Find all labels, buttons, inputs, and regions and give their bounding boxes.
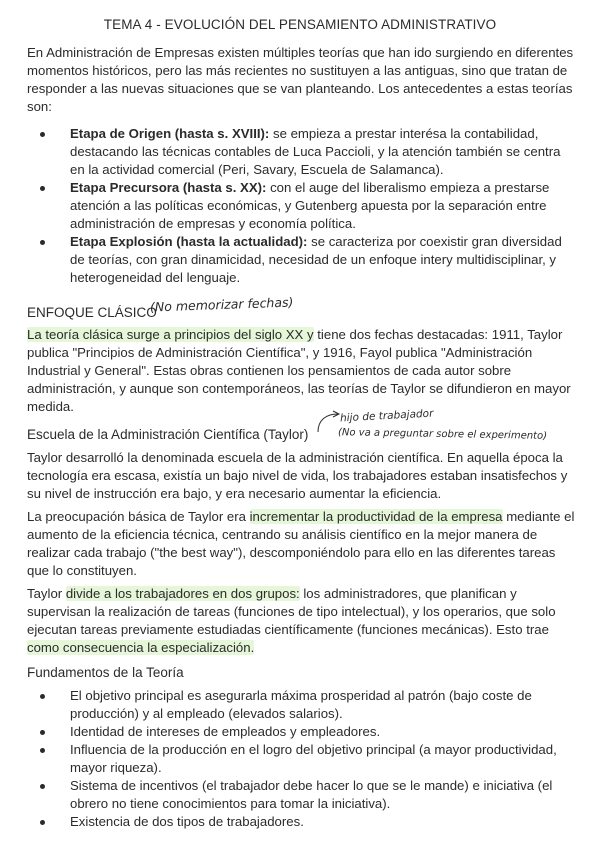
taylor-paragraph-1: Taylor desarrolló la denominada escuela de la administración científica. En aquella época la tecnología era escasa, existía un bajo nivel de vida, los trabajadores estaban insatisfechos y su nivel de instrucción era bajo, y era necesario aumentar la eficiencia. bbox=[27, 450, 568, 501]
bullet-icon bbox=[40, 186, 45, 191]
bullet-icon bbox=[40, 820, 45, 825]
section-heading-taylor: Escuela de la Administración Científica (Taylor) bbox=[27, 427, 309, 442]
intro-paragraph: En Administración de Empresas existen múltiples teorías que han ido surgiendo en diferentes momentos históricos, pero las más recientes no sustituyen a las antiguas, sino que tratan de responder a las nuevas situaciones que se van planteando. Los antecedentes a estas teorías son: bbox=[27, 45, 574, 114]
handwritten-note: hijo de trabajador bbox=[339, 407, 434, 425]
paragraph-text: La preocupación básica de Taylor era bbox=[27, 509, 250, 524]
stages-list bbox=[0, 125, 600, 287]
stage-label: Etapa de Origen (hasta s. XVIII): bbox=[70, 126, 270, 141]
highlighted-text: divide a los trabajadores en dos grupos: bbox=[65, 586, 300, 601]
paragraph-text: Taylor bbox=[27, 586, 66, 601]
paragraph-text: tiene dos fechas destacadas: 1911, Taylor publica "Principios de Administración Científica", y 1916, Fayol publica "Administración Industrial y General". Estas obras contienen los pensamientos de cada autor sobre administración, y aunque son contemporáneos, las teorías de Taylor se difundieron en mayor medida. bbox=[27, 327, 571, 414]
paragraph-text: mediante el aumento de la eficiencia técnica, centrando su análisis científico en la mejor manera de realizar cada trabajo ("the best way"), descomponiéndolo para ello en las diferentes tareas que lo constituyen. bbox=[27, 509, 575, 578]
list-item-text: Influencia de la producción en el logro del objetivo principal (a mayor productividad, mayor riqueza). bbox=[70, 742, 557, 775]
classic-paragraph bbox=[27, 326, 577, 416]
highlighted-text: incrementar la productividad de la empresa bbox=[249, 509, 503, 524]
bullet-icon bbox=[40, 240, 45, 245]
paragraph-text: los administradores, que planifican y supervisan la realización de tareas (funciones de tipo intelectual), y los operarios, que solo ejecutan tareas previamente estudiadas científicamente (funciones mecánicas). Esto trae bbox=[27, 586, 556, 637]
bullet-icon bbox=[40, 784, 45, 789]
bullet-icon bbox=[40, 730, 45, 735]
section-heading-classic: ENFOQUE CLÁSICO bbox=[27, 305, 157, 320]
handwritten-note: (No memorizar fechas) bbox=[149, 294, 294, 315]
section-heading-fundamentals: Fundamentos de la Teoría bbox=[27, 665, 184, 680]
list-item bbox=[0, 179, 600, 233]
stage-label: Etapa Precursora (hasta s. XX): bbox=[70, 180, 267, 195]
stage-text: se empieza a prestar interésa la contabilidad, destacando las técnicas contables de Luca Paccioli, y la atención también se centra en la actividad comercial (Peri, Savary, Escuela de Salamanca). bbox=[70, 126, 561, 177]
list-item-text: El objetivo principal es asegurarla máxima prosperidad al patrón (bajo coste de producción) y al empleado (elevados salarios). bbox=[70, 688, 532, 721]
stage-text: se caracteriza por coexistir gran diversidad de teorías, con gran dinamicidad, necesidad de un enfoque intery multidisciplinar, y heterogeneidad del lenguaje. bbox=[70, 234, 562, 285]
list-item bbox=[0, 777, 600, 813]
taylor-paragraph-2 bbox=[27, 508, 577, 580]
handwritten-note: (No va a preguntar sobre el experimento) bbox=[337, 427, 548, 442]
list-item bbox=[0, 723, 600, 741]
stage-label: Etapa Explosión (hasta la actualidad): bbox=[70, 234, 308, 249]
list-item bbox=[0, 125, 600, 179]
list-item-text: Identidad de intereses de empleados y empleadores. bbox=[70, 724, 381, 739]
highlighted-text: como consecuencia la especialización. bbox=[27, 640, 255, 655]
bullet-icon bbox=[40, 748, 45, 753]
bullet-icon bbox=[40, 132, 45, 137]
page-title: TEMA 4 - EVOLUCIÓN DEL PENSAMIENTO ADMINISTRATIVO bbox=[103, 17, 497, 32]
list-item bbox=[0, 233, 600, 287]
list-item bbox=[0, 687, 600, 723]
stage-text: con el auge del liberalismo empieza a prestarse atención a las políticas económicas, y Gutenberg apuesta por la separación entre administración de empresas y economía política. bbox=[70, 180, 550, 231]
list-item-text: Sistema de incentivos (el trabajador debe hacer lo que se le mande) e iniciativa (el obrero no tiene conocimientos para tomar la iniciativa). bbox=[70, 778, 553, 811]
highlighted-text: La teoría clásica surge a principios del siglo XX y bbox=[27, 327, 314, 342]
taylor-paragraph-3 bbox=[27, 585, 577, 657]
list-item bbox=[0, 813, 600, 831]
list-item-text: Existencia de dos tipos de trabajadores. bbox=[70, 814, 304, 829]
list-item bbox=[0, 741, 600, 777]
fundamentals-list bbox=[0, 687, 600, 831]
bullet-icon bbox=[40, 694, 45, 699]
